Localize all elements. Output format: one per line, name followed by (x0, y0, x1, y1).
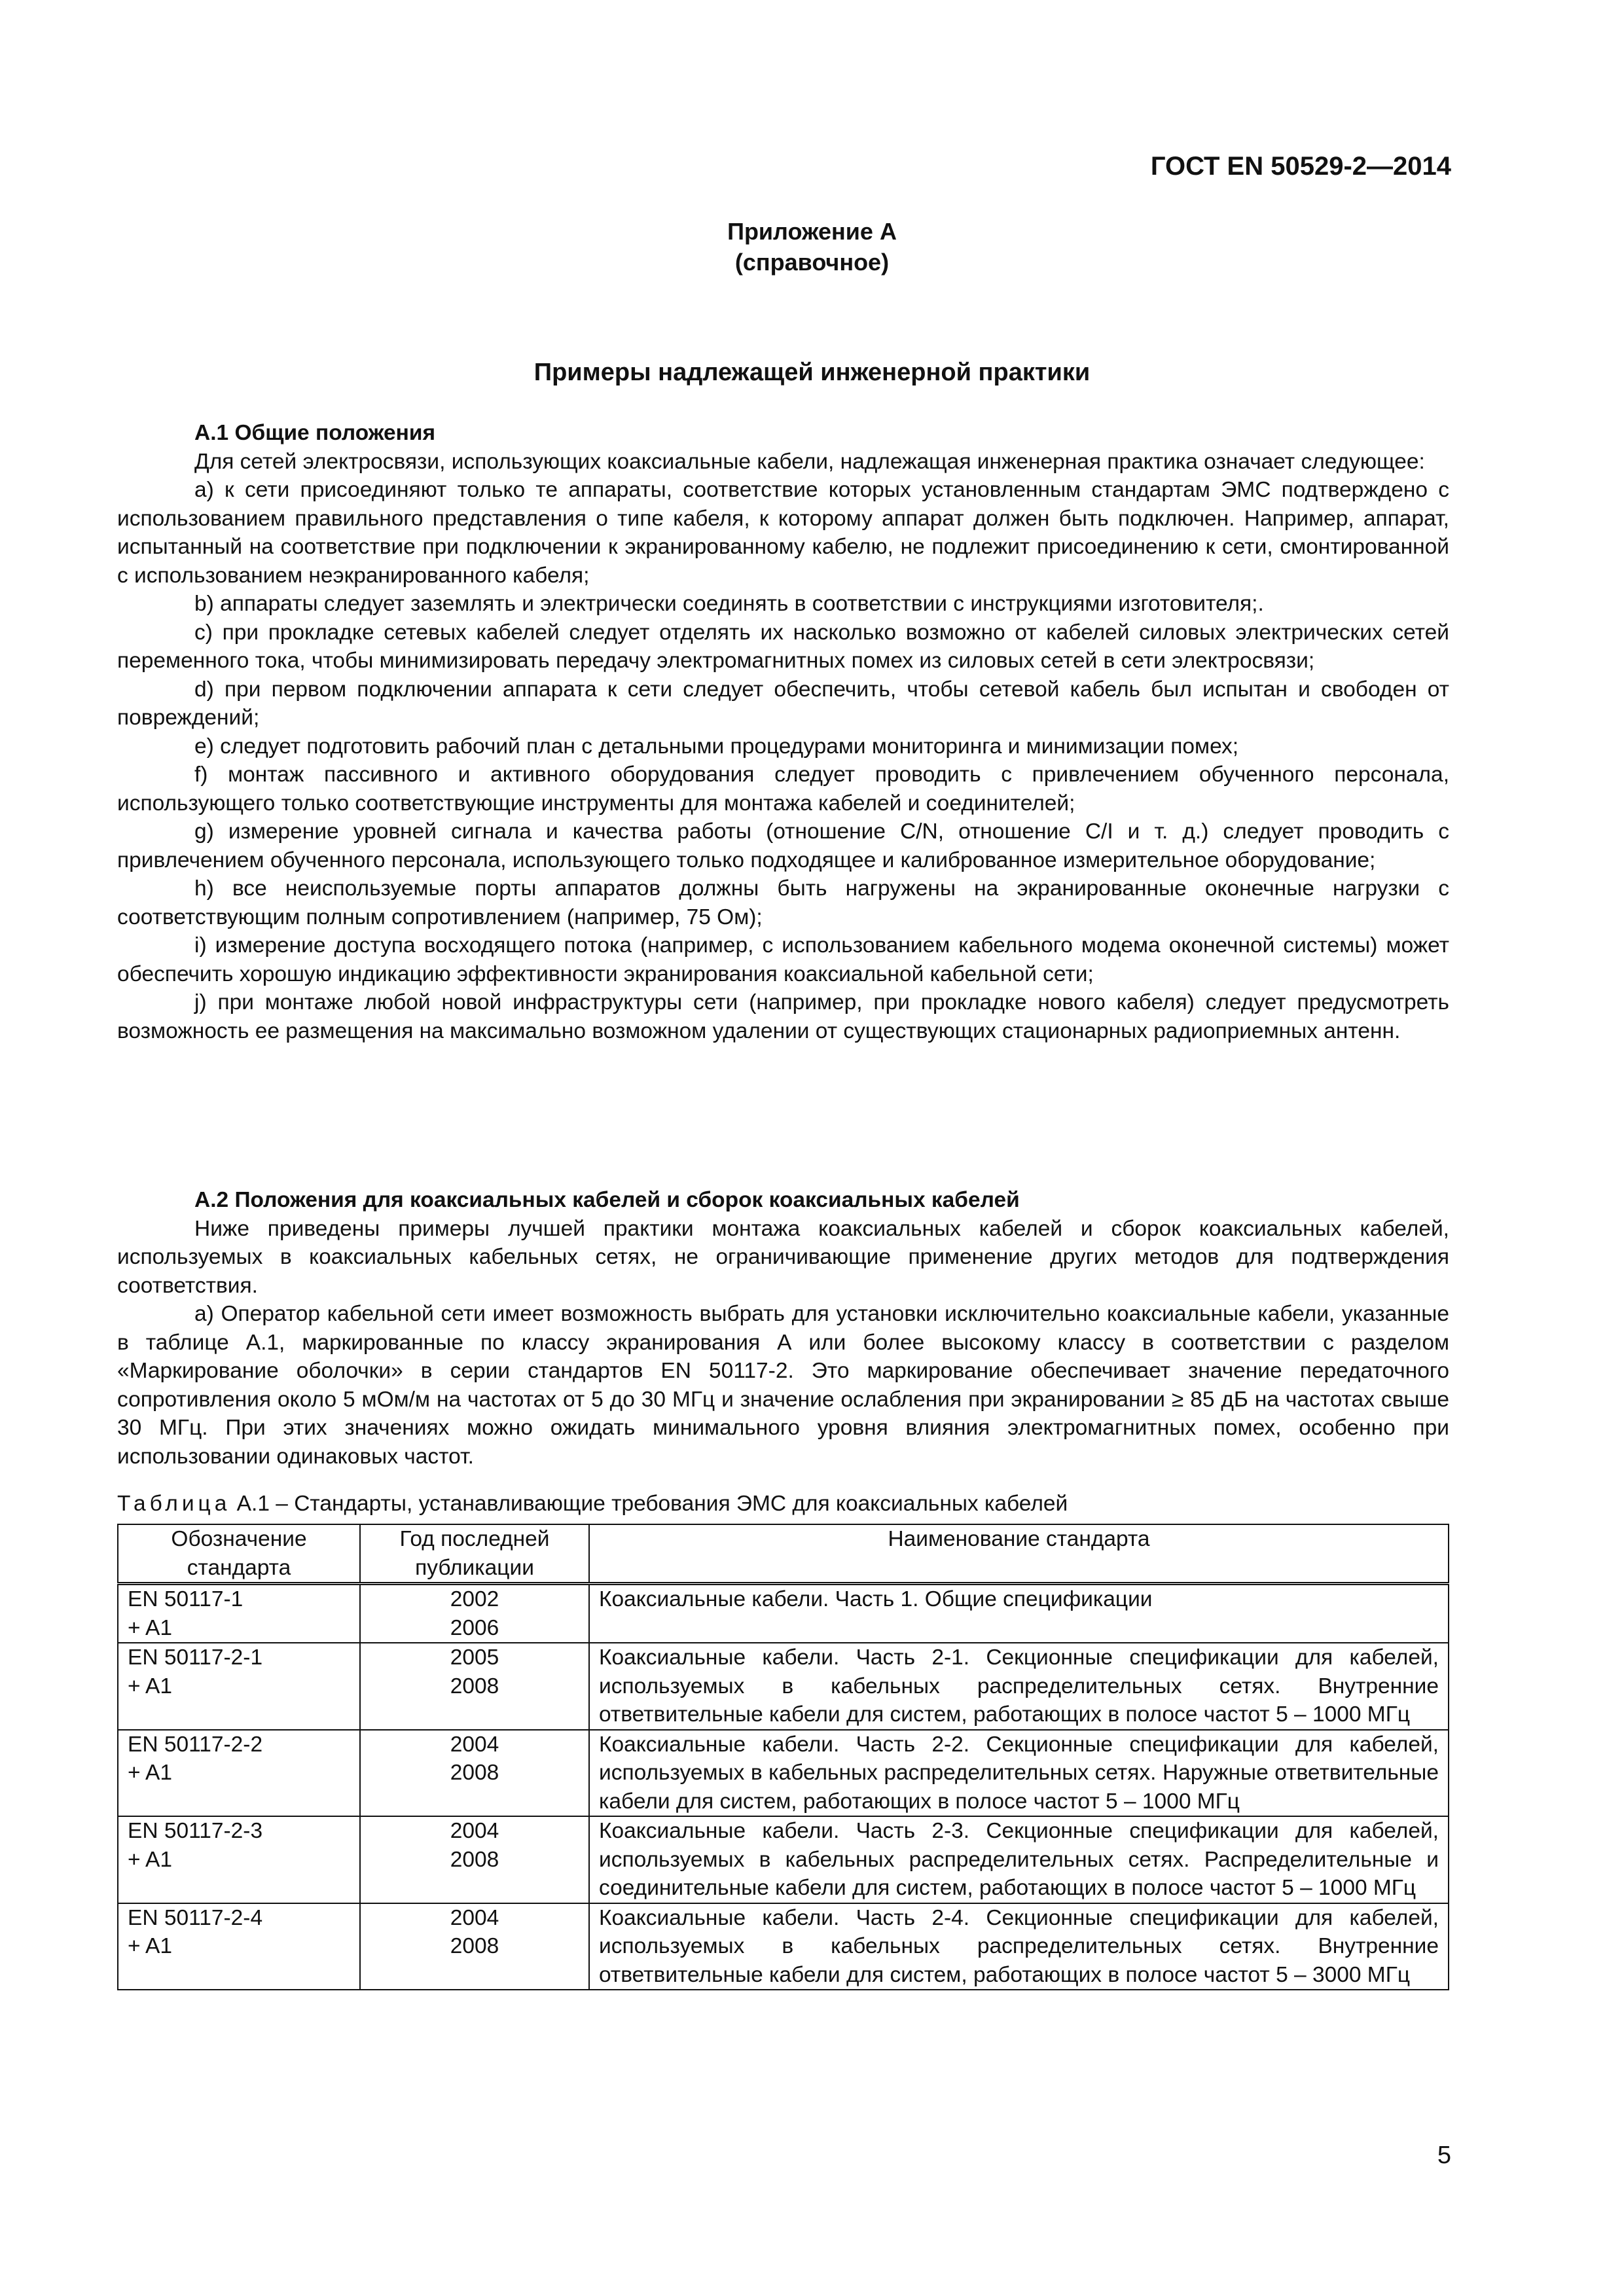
cell-title: Коаксиальные кабели. Часть 2-2. Секционные спецификации для кабелей, используемых в кабельных распределительных сетях. Наружные ответвительные кабели для систем, работающих в полосе частот 5 – 1000 МГц (589, 1730, 1449, 1817)
paragraph: j) при монтаже любой новой инфраструктуры сети (например, при прокладке нового кабеля) следует предусмотреть возможность ее размещения на максимально возможном удалении от существующих стационарных радиоприемных антенн. (117, 990, 1449, 1043)
column-header-designation: Обозначение стандарта (118, 1524, 360, 1584)
section-coaxial-cables (117, 1186, 1449, 1471)
cell-year (360, 1816, 589, 1903)
cell-title: Коаксиальные кабели. Часть 1. Общие спецификации (589, 1584, 1449, 1643)
amendment-year-text: 2008 (450, 1761, 499, 1785)
amendment-text: + A1 (128, 1847, 172, 1872)
designation-text: EN 50117-2-2 (128, 1732, 263, 1757)
paragraph: i) измерение доступа восходящего потока (например, с использованием кабельного модема оконечной системы) может обеспечить хорошую индикацию эффективности экранирования коаксиальной кабельной сети; (117, 933, 1449, 986)
year-text: 2002 (450, 1587, 499, 1611)
year-text: 2004 (450, 1732, 499, 1757)
amendment-year-text: 2008 (450, 1934, 499, 1958)
amendment-text: + A1 (128, 1615, 172, 1640)
amendment-year-text: 2008 (450, 1674, 499, 1698)
amendment-text: + A1 (128, 1761, 172, 1785)
table-row (118, 1643, 1449, 1730)
amendment-year-text: 2008 (450, 1847, 499, 1872)
standards-table (117, 1524, 1449, 1990)
year-text: 2004 (450, 1905, 499, 1930)
paragraph: Ниже приведены примеры лучшей практики монтажа коаксиальных кабелей и сборок коаксиальных кабелей, используемых в коаксиальных кабельных сетях, не ограничивающие применение других методов для подтверждения соответствия. (117, 1216, 1449, 1298)
paragraph: f) монтаж пассивного и активного оборудования следует проводить с привлечением обученного персонала, использующего только соответствующие инструменты для монтажа кабелей и соединителей; (117, 762, 1449, 816)
column-header-year: Год последней публикации (360, 1524, 589, 1584)
paragraph: d) при первом подключении аппарата к сети следует обеспечить, чтобы сетевой кабель был испытан и свободен от повреждений; (117, 677, 1449, 730)
annex-title: Приложение А (727, 218, 897, 245)
amendment-text: + A1 (128, 1674, 172, 1698)
cell-designation (118, 1903, 360, 1990)
annex-type: (справочное) (734, 249, 890, 276)
table-row (118, 1584, 1449, 1643)
cell-title: Коаксиальные кабели. Часть 2-1. Секционные спецификации для кабелей, используемых в кабельных распределительных сетях. Внутренние ответвительные кабели для систем, работающих в полосе частот 5 – 1000 МГц (589, 1643, 1449, 1730)
cell-title: Коаксиальные кабели. Часть 2-3. Секционные спецификации для кабелей, используемых в кабельных распределительных сетях. Распределительные и соединительные кабели для систем, работающих в полосе частот 5 – 1000 МГц (589, 1816, 1449, 1903)
amendment-year-text: 2006 (450, 1615, 499, 1640)
section-general (117, 419, 1449, 1045)
amendment-text: + A1 (128, 1934, 172, 1958)
designation-text: EN 50117-2-1 (128, 1645, 263, 1670)
cell-designation (118, 1816, 360, 1903)
designation-text: EN 50117-2-3 (128, 1819, 263, 1843)
paragraph: g) измерение уровней сигнала и качества работы (отношение C/N, отношение C/I и т. д.) следует проводить с привлечением обученного персонала, использующего только подходящее и калиброванное измерительное оборудование; (117, 819, 1449, 872)
paragraph: c) при прокладке сетевых кабелей следует отделять их насколько возможно от кабелей силовых электрических сетей переменного тока, чтобы минимизировать передачу электромагнитных помех из силовых сетей в сети электросвязи; (117, 620, 1449, 673)
cell-designation (118, 1643, 360, 1730)
page-number: 5 (1437, 2142, 1451, 2169)
annex-main-title: Примеры надлежащей инженерной практики (533, 359, 1091, 386)
designation-text: EN 50117-1 (128, 1587, 244, 1611)
table-caption-label: Таблица (117, 1492, 231, 1516)
cell-designation (118, 1584, 360, 1643)
table-row (118, 1730, 1449, 1817)
standard-id: ГОСТ EN 50529-2—2014 (1150, 152, 1451, 181)
column-header-title: Наименование стандарта (589, 1524, 1449, 1584)
cell-title: Коаксиальные кабели. Часть 2-4. Секционные спецификации для кабелей, используемых в кабельных распределительных сетях. Внутренние ответвительные кабели для систем, работающих в полосе частот 5 – 3000 МГц (589, 1903, 1449, 1990)
cell-year (360, 1730, 589, 1817)
designation-text: EN 50117-2-4 (128, 1905, 263, 1930)
table-row (118, 1816, 1449, 1903)
paragraph: a) к сети присоединяют только те аппараты, соответствие которых установленным стандартам ЭМС подтверждено с использованием правильного представления о типе кабеля, к которому аппарат должен быть подключен. Например, аппарат, испытанный на соответствие при подключении к экранированному кабелю, не подлежит присоединению к сети, смонтированной с использованием неэкранированного кабеля; (117, 478, 1449, 588)
cell-year (360, 1903, 589, 1990)
paragraph: a) Оператор кабельной сети имеет возможность выбрать для установки исключительно коаксиальные кабели, указанные в таблице А.1, маркированные по классу экранирования А или более высокому классу в соответствии с разделом «Маркирование оболочки» в серии стандартов EN 50117-2. Это маркирование обеспечивает значение передаточного сопротивления около 5 мОм/м на частотах от 5 до 30 МГц и значение ослабления при экранировании ≥ 85 дБ на частотах свыше 30 МГц. При этих значениях можно ожидать минимального уровня влияния электромагнитных помех, особенно при использовании одинаковых частот. (117, 1302, 1449, 1469)
paragraph: b) аппараты следует заземлять и электрически соединять в соответствии с инструкциями изготовителя;. (194, 592, 1264, 616)
table-row (118, 1903, 1449, 1990)
paragraph: h) все неиспользуемые порты аппаратов должны быть нагружены на экранированные оконечные нагрузки с соответствующим полным сопротивлением (например, 75 Ом); (117, 876, 1449, 929)
year-text: 2004 (450, 1819, 499, 1843)
cell-year (360, 1643, 589, 1730)
section-heading: А.1 Общие положения (194, 421, 436, 445)
table-caption (117, 1492, 1068, 1516)
paragraph: Для сетей электросвязи, использующих коаксиальные кабели, надлежащая инженерная практика означает следующее: (194, 449, 1425, 474)
year-text: 2005 (450, 1645, 499, 1670)
annex-heading (0, 216, 1624, 278)
table-header-row (118, 1524, 1449, 1584)
paragraph: e) следует подготовить рабочий план с детальными процедурами мониторинга и минимизации помех; (194, 734, 1239, 759)
cell-year (360, 1584, 589, 1643)
section-heading: А.2 Положения для коаксиальных кабелей и сборок коаксиальных кабелей (194, 1188, 1020, 1212)
table-caption-text: А.1 – Стандарты, устанавливающие требования ЭМС для коаксиальных кабелей (230, 1492, 1068, 1516)
cell-designation (118, 1730, 360, 1817)
